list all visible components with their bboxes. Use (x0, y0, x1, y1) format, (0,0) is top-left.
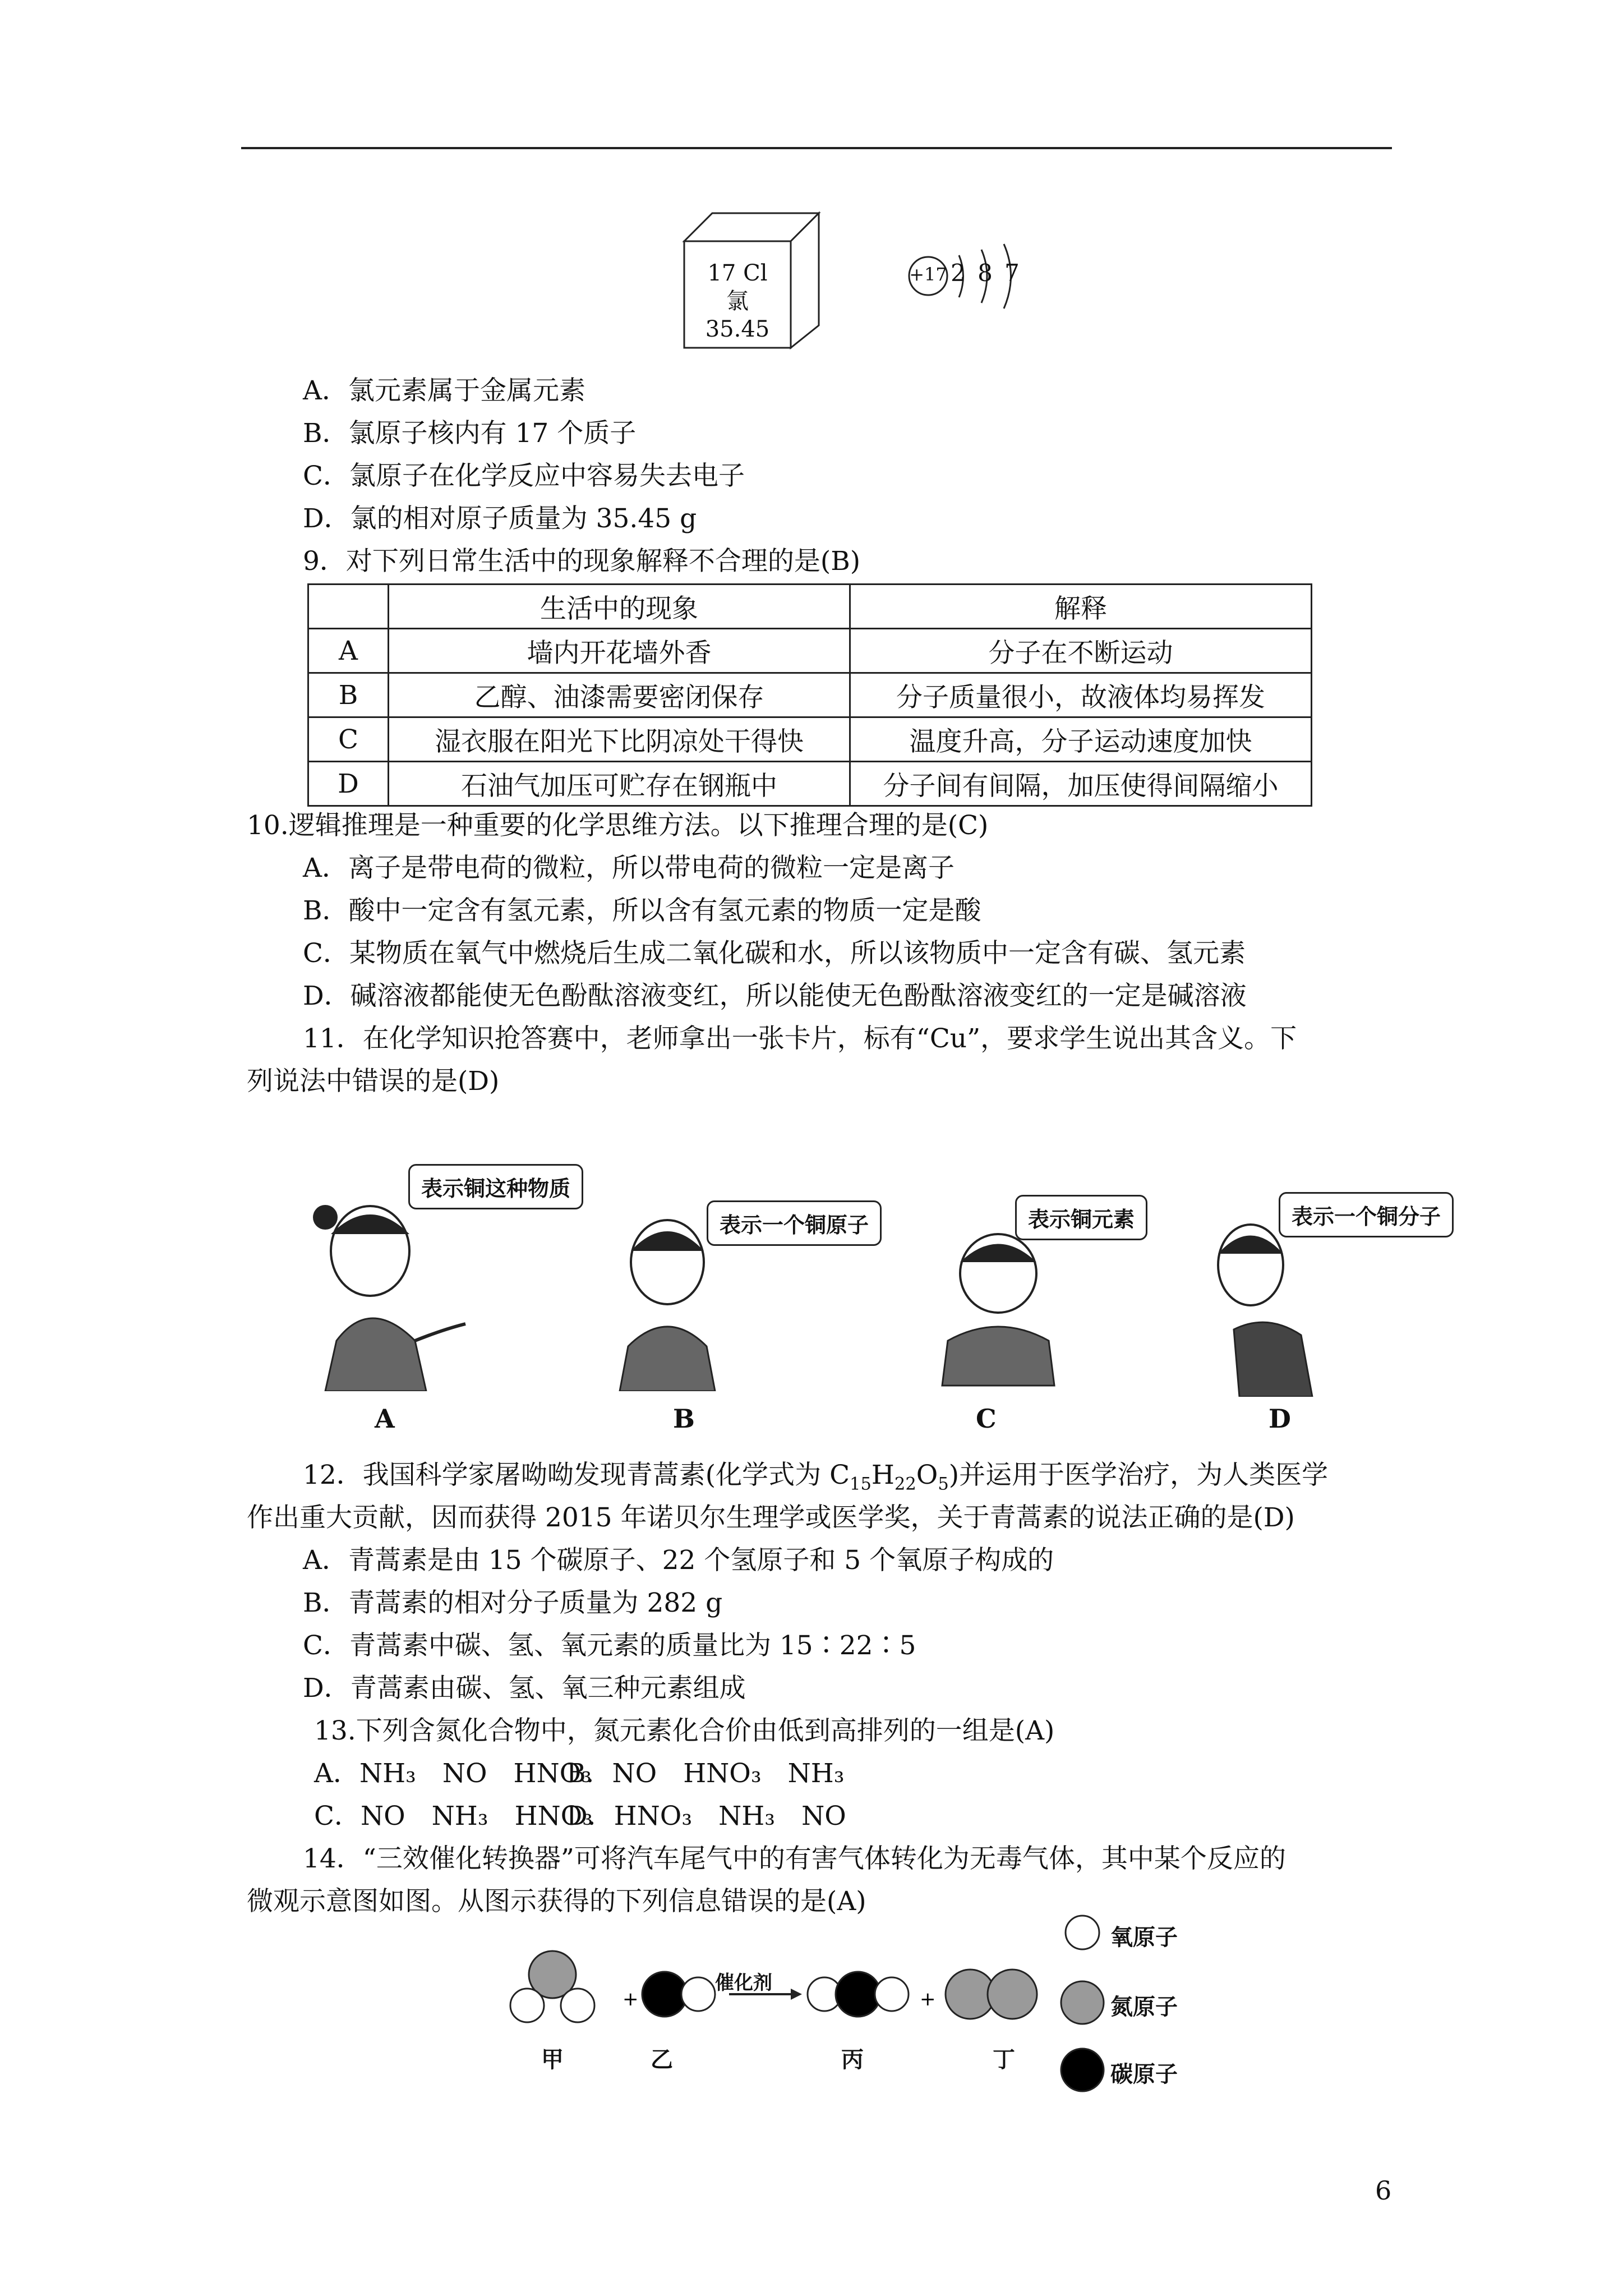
speech-bubble-d: 表示一个铜分子 (1279, 1192, 1454, 1237)
table-cell: 乙醇、油漆需要密闭保存 (389, 673, 850, 717)
figure-label-c: C (976, 1404, 997, 1434)
q12-text-o: O (916, 1460, 938, 1490)
q10-option-c: C．某物质在氧气中燃烧后生成二氧化碳和水，所以该物质中一定含有碳、氢元素 (303, 938, 1246, 969)
figure-label-d: D (1269, 1404, 1291, 1434)
q13-stem: 13.下列含氮化合物中，氮元素化合价由低到高排列的一组是(A) (314, 1715, 1055, 1746)
q12-sub-hydrogen: 22 (894, 1474, 916, 1494)
q10-option-b: B．酸中一定含有氢元素，所以含有氢元素的物质一定是酸 (303, 895, 981, 926)
table-row (308, 762, 1312, 806)
q8-option-a: A．氯元素属于金属元素 (303, 375, 585, 406)
table-row (308, 629, 1312, 673)
atom-nucleus-label: +17 (909, 264, 947, 285)
figure-label-b: B (673, 1404, 695, 1434)
speech-bubble-c: 表示铜元素 (1015, 1195, 1147, 1240)
element-card-name: 氯 (726, 288, 749, 314)
table-row (308, 585, 1312, 629)
element-card-symbol: 17 Cl (707, 260, 768, 286)
q8-option-c: C．氯原子在化学反应中容易失去电子 (303, 461, 745, 491)
q10-option-d: D．碱溶液都能使无色酚酞溶液变红，所以能使无色酚酞溶液变红的一定是碱溶液 (303, 981, 1247, 1011)
speech-bubble-a: 表示铜这种物质 (408, 1164, 583, 1209)
q8-option-d: D．氯的相对原子质量为 35.45 g (303, 503, 697, 534)
q12-option-c: C．青蒿素中碳、氢、氧元素的质量比为 15∶22∶5 (303, 1630, 916, 1661)
table-row (308, 673, 1312, 717)
student-b-illustration (589, 1212, 757, 1391)
reactant-label-jia: 甲 (541, 2047, 564, 2073)
table-cell: A (308, 629, 389, 673)
catalyst-label: 催化剂 (715, 1972, 772, 1994)
product-label-bing: 丙 (841, 2047, 864, 2073)
table-cell: D (308, 762, 389, 806)
q13-option-a: A．NH₃ NO HNO₃ (314, 1758, 592, 1789)
page-number: 6 (1375, 2175, 1392, 2206)
student-c-illustration (914, 1228, 1082, 1391)
q12-text-a: 12．我国科学家屠呦呦发现青蒿素(化学式为 C (303, 1460, 850, 1490)
speech-bubble-b: 表示一个铜原子 (707, 1200, 882, 1246)
table-cell: 分子间有间隔，加压使得间隔缩小 (850, 762, 1312, 806)
q13-option-d: D．HNO₃ NH₃ NO (566, 1801, 846, 1832)
q9-table (307, 583, 1312, 807)
reactant-label-yi: 乙 (651, 2047, 673, 2073)
q9-stem: 9．对下列日常生活中的现象解释不合理的是(B) (303, 546, 861, 577)
q10-option-a: A．离子是带电荷的微粒，所以带电荷的微粒一定是离子 (303, 853, 955, 884)
q10-stem: 10.逻辑推理是一种重要的化学思维方法。以下推理合理的是(C) (247, 810, 989, 841)
table-cell: 石油气加压可贮存在钢瓶中 (389, 762, 850, 806)
legend-carbon: 碳原子 (1110, 2062, 1178, 2087)
table-cell: 分子质量很小，故液体均易挥发 (850, 673, 1312, 717)
legend-oxygen: 氧原子 (1110, 1925, 1178, 1950)
q14-stem-line1: 14．“三效催化转换器”可将汽车尾气中的有害气体转化为无毒气体，其中某个反应的 (303, 1843, 1286, 1874)
svg-text:+: + (623, 1988, 639, 2010)
atom-legend (1054, 1907, 1110, 2120)
table-cell: B (308, 673, 389, 717)
element-card-text (684, 259, 791, 343)
q12-option-a: A．青蒿素是由 15 个碳原子、22 个氢原子和 5 个氧原子构成的 (303, 1545, 1054, 1576)
table-row (308, 717, 1312, 762)
atom-shell-electrons: 2 8 7 (951, 259, 1022, 287)
q12-sub-carbon: 15 (850, 1474, 872, 1494)
table-cell: 墙内开花墙外香 (389, 629, 850, 673)
q14-stem-line2: 微观示意图如图。从图示获得的下列信息错误的是(A) (247, 1886, 866, 1917)
q12-text-b: )并运用于医学治疗，为人类医学 (948, 1460, 1329, 1490)
q11-stem-line1: 11．在化学知识抢答赛中，老师拿出一张卡片，标有“Cu”，要求学生说出其含义。下 (303, 1023, 1297, 1054)
student-d-illustration (1183, 1217, 1329, 1397)
table-header-cell: 解释 (850, 585, 1312, 629)
table-cell: C (308, 717, 389, 762)
product-label-ding: 丁 (993, 2047, 1015, 2073)
q13-option-b: B．NO HNO₃ NH₃ (566, 1758, 845, 1789)
q12-option-b: B．青蒿素的相对分子质量为 282 g (303, 1588, 723, 1618)
student-a-illustration (292, 1200, 482, 1391)
q12-option-d: D．青蒿素由碳、氢、氧三种元素组成 (303, 1673, 746, 1704)
table-cell: 分子在不断运动 (850, 629, 1312, 673)
q12-sub-oxygen: 5 (938, 1474, 949, 1494)
figure-label-a: A (375, 1404, 395, 1434)
table-cell: 温度升高，分子运动速度加快 (850, 717, 1312, 762)
q13-option-c: C．NO NH₃ HNO₃ (314, 1801, 593, 1832)
table-header-cell: 生活中的现象 (389, 585, 850, 629)
q12-stem-line1 (303, 1457, 1328, 1502)
header-rule (241, 147, 1392, 149)
q12-text-h: H (871, 1460, 895, 1490)
q11-stem-line2: 列说法中错误的是(D) (247, 1066, 500, 1097)
table-header-cell (308, 585, 389, 629)
element-card-mass: 35.45 (705, 316, 770, 342)
table-cell: 湿衣服在阳光下比阴凉处干得快 (389, 717, 850, 762)
q8-option-b: B．氯原子核内有 17 个质子 (303, 418, 637, 449)
legend-nitrogen: 氮原子 (1110, 1994, 1178, 2020)
q12-stem-line2: 作出重大贡献，因而获得 2015 年诺贝尔生理学或医学奖，关于青蒿素的说法正确的是(D) (247, 1502, 1295, 1533)
svg-text:+: + (920, 1988, 936, 2010)
